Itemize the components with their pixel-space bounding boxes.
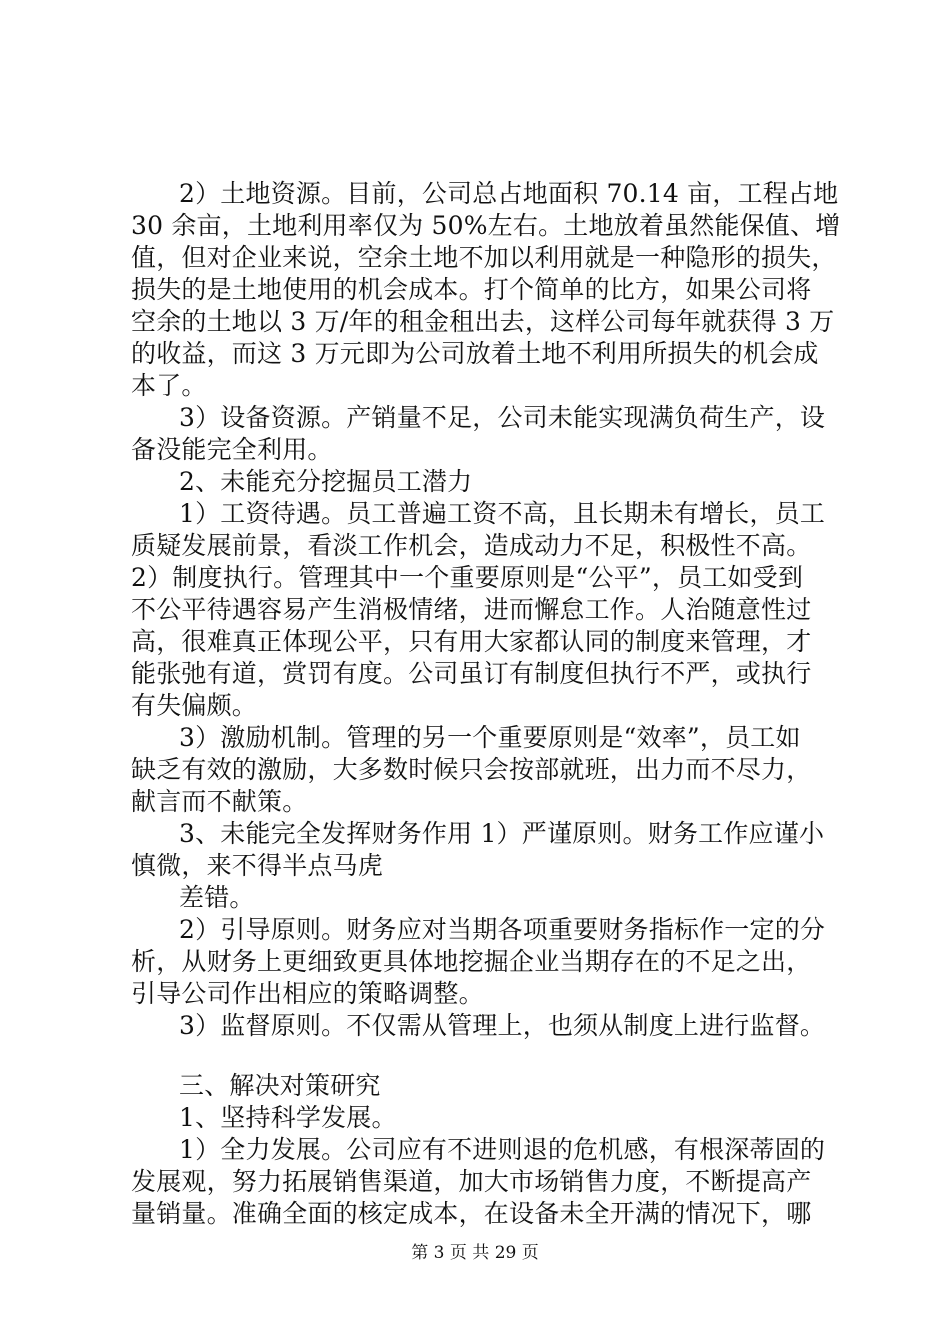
section-heading: 2、未能充分挖掘员工潜力	[179, 467, 473, 496]
paragraph-line: 空余的土地以 3 万/年的租金租出去，这样公司每年就获得 3 万	[131, 307, 835, 336]
paragraph-line: 3）设备资源。产销量不足，公司未能实现满负荷生产，设	[179, 403, 826, 432]
paragraph-line: 质疑发展前景，看淡工作机会，造成动力不足，积极性不高。	[131, 531, 812, 560]
paragraph-line: 缺乏有效的激励，大多数时候只会按部就班，出力而不尽力，	[131, 755, 812, 784]
paragraph-line: 1）全力发展。公司应有不进则退的危机感，有根深蒂固的	[179, 1135, 826, 1164]
paragraph-line: 2）制度执行。管理其中一个重要原则是“公平”，员工如受到	[131, 563, 804, 592]
paragraph-line: 2）引导原则。财务应对当期各项重要财务指标作一定的分	[179, 915, 826, 944]
paragraph-line: 1）工资待遇。员工普遍工资不高，且长期未有增长，员工	[179, 499, 826, 528]
paragraph-line: 量销量。准确全面的核定成本，在设备未全开满的情况下，哪	[131, 1199, 812, 1228]
document-body	[131, 178, 841, 1230]
paragraph-line: 析，从财务上更细致更具体地挖掘企业当期存在的不足之出，	[131, 947, 812, 976]
section-heading: 3、未能完全发挥财务作用 1）严谨原则。财务工作应谨小	[179, 819, 825, 848]
paragraph-line: 献言而不献策。	[131, 787, 308, 816]
page-number-footer: 第 3 页 共 29 页	[411, 1243, 539, 1263]
section-heading: 1、坚持科学发展。	[179, 1103, 397, 1132]
paragraph-line: 值，但对企业来说，空余土地不加以利用就是一种隐形的损失，	[131, 243, 837, 272]
paragraph-line: 不公平待遇容易产生消极情绪，进而懈怠工作。人治随意性过	[131, 595, 812, 624]
paragraph-line: 有失偏颇。	[131, 691, 258, 720]
paragraph-line: 能张弛有道，赏罚有度。公司虽订有制度但执行不严，或执行	[131, 659, 812, 688]
paragraph-line: 差错。	[179, 883, 255, 912]
paragraph-line: 30 余亩，土地利用率仅为 50%左右。土地放着虽然能保值、增	[131, 211, 841, 240]
paragraph-gap	[131, 1042, 831, 1070]
paragraph-line: 的收益，而这 3 万元即为公司放着土地不利用所损失的机会成	[131, 339, 819, 368]
paragraph-line: 2）土地资源。目前，公司总占地面积 70.14 亩，工程占地	[179, 179, 839, 208]
paragraph-line: 高，很难真正体现公平，只有用大家都认同的制度来管理，才	[131, 627, 812, 656]
paragraph-line: 损失的是土地使用的机会成本。打个简单的比方，如果公司将	[131, 275, 812, 304]
paragraph-line: 发展观，努力拓展销售渠道，加大市场销售力度，不断提高产	[131, 1167, 812, 1196]
paragraph-line: 引导公司作出相应的策略调整。	[131, 979, 484, 1008]
paragraph-line: 3）监督原则。不仅需从管理上，也须从制度上进行监督。	[179, 1011, 826, 1040]
paragraph-line: 备没能完全利用。	[131, 435, 333, 464]
section-heading: 三、解决对策研究	[179, 1071, 381, 1100]
paragraph-line: 本了。	[131, 371, 207, 400]
paragraph-line: 3）激励机制。管理的另一个重要原则是“效率”，员工如	[179, 723, 801, 752]
paragraph-line: 慎微，来不得半点马虎	[131, 851, 384, 880]
